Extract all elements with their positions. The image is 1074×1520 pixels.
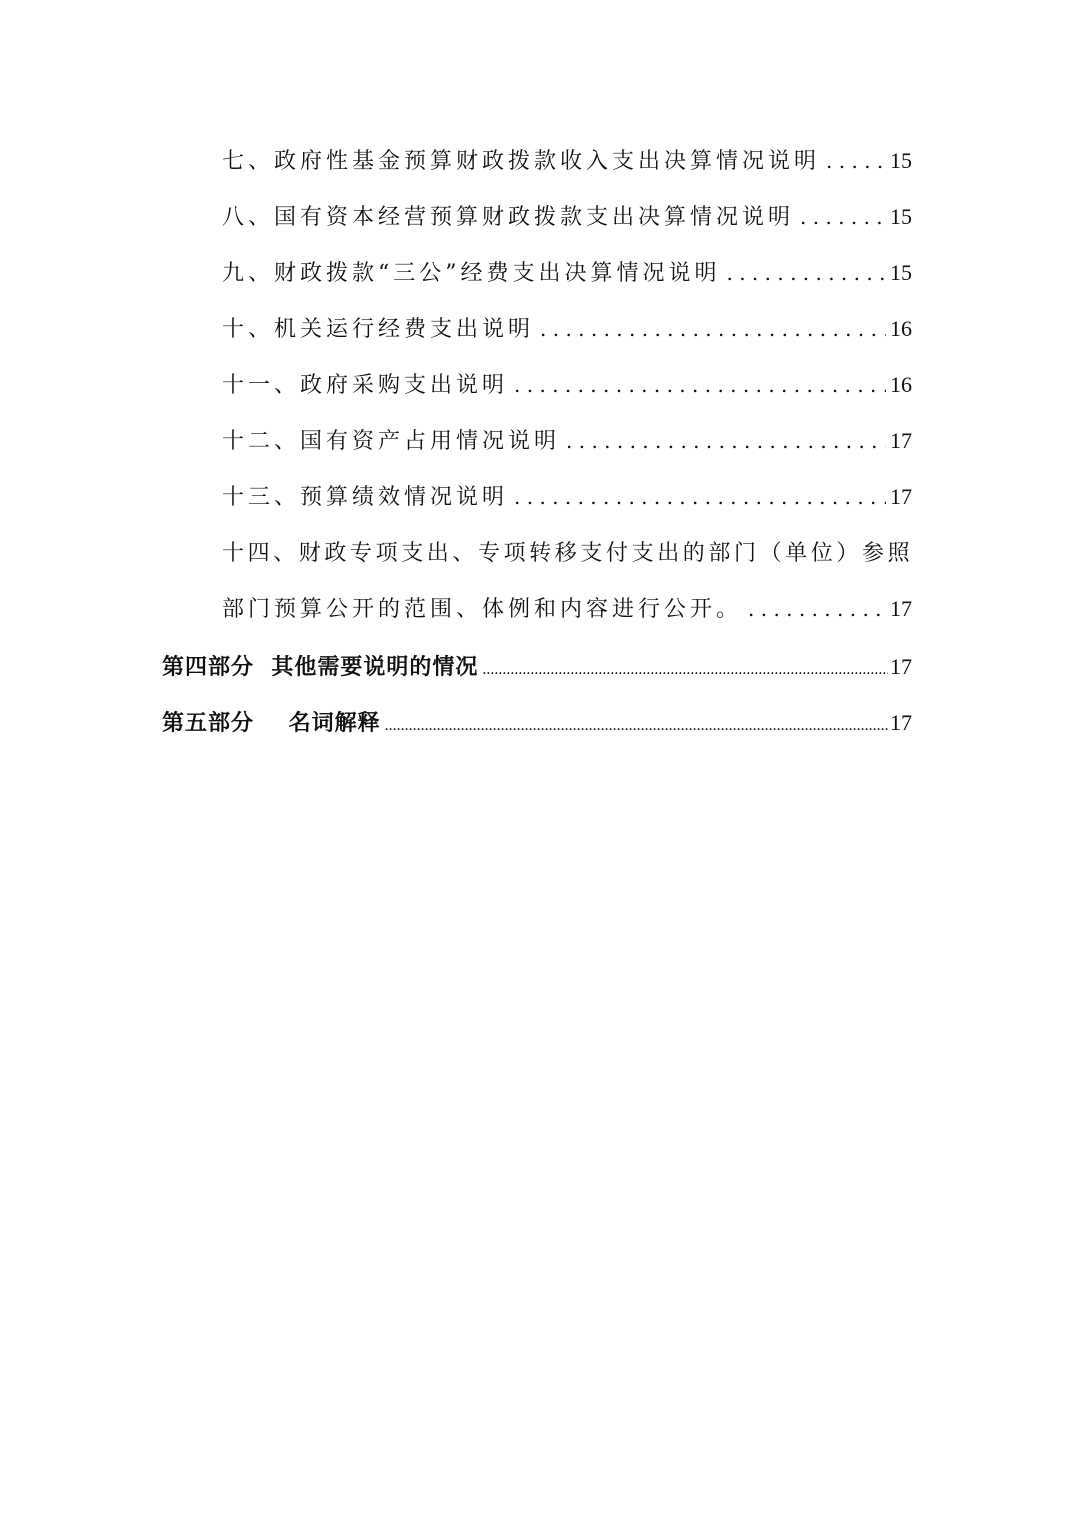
dot-leader	[727, 261, 887, 285]
toc-entry[interactable]	[222, 592, 912, 623]
toc-page-number: 15	[890, 260, 912, 285]
toc-section-title: 第四部分 其他需要说明的情况	[162, 655, 479, 680]
toc-entry-title: 九、财政拨款“三公”经费支出决算情况说明	[222, 261, 721, 286]
toc-page-number: 15	[890, 204, 912, 229]
toc-entry[interactable]	[222, 312, 912, 343]
toc-entry[interactable]	[222, 256, 912, 287]
dot-leader	[800, 205, 886, 229]
toc-entry-title: 七、政府性基金预算财政拨款收入支出决算情况说明	[222, 149, 821, 174]
dot-leader	[748, 597, 886, 621]
dot-leader	[826, 149, 886, 173]
toc-entry[interactable]	[222, 480, 912, 511]
dot-leader	[514, 373, 886, 397]
toc-entry-title: 十一、政府采购支出说明	[222, 373, 509, 398]
toc-page-number: 17	[890, 428, 912, 453]
toc-page-number: 17	[890, 596, 912, 621]
toc-entry[interactable]	[222, 368, 912, 399]
dot-leader	[482, 661, 888, 679]
toc-entry-title: 十三、预算绩效情况说明	[222, 485, 509, 510]
toc-entry-title: 十二、国有资产占用情况说明	[222, 429, 561, 454]
toc-page-number: 16	[890, 372, 912, 397]
toc-entry[interactable]	[222, 424, 912, 455]
toc-entry-title: 十、机关运行经费支出说明	[222, 317, 535, 342]
toc-page-number: 17	[890, 654, 912, 679]
toc-entry[interactable]	[222, 144, 912, 175]
toc-section-entry[interactable]	[162, 706, 912, 737]
dot-leader	[540, 317, 886, 341]
toc-entry[interactable]	[222, 200, 912, 231]
toc-entry-title: 八、国有资本经营预算财政拨款支出决算情况说明	[222, 205, 795, 230]
toc-entry-title: 部门预算公开的范围、体例和内容进行公开。	[222, 597, 743, 622]
toc-page-number: 17	[890, 484, 912, 509]
dot-leader	[514, 485, 886, 509]
toc-page-number: 17	[890, 710, 912, 735]
dot-leader	[566, 429, 886, 453]
toc-page-number: 16	[890, 316, 912, 341]
dot-leader	[385, 717, 888, 735]
toc-section-title: 第五部分 名词解释	[162, 711, 381, 736]
toc-entry-wrapped-line-1[interactable]: 十四、财政专项支出、专项转移支付支出的部门（单位）参照	[222, 541, 914, 566]
toc-page-number: 15	[890, 148, 912, 173]
toc-section-entry[interactable]	[162, 650, 912, 681]
